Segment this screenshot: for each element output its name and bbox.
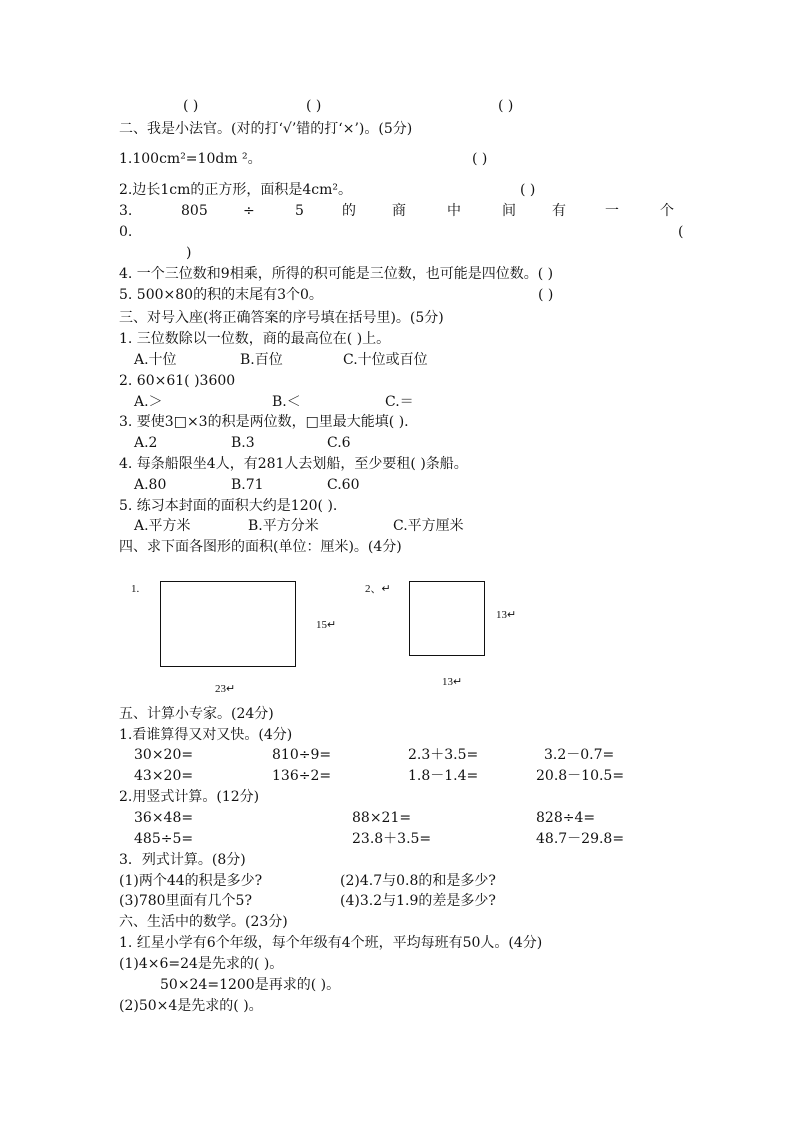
figure-2-label: 2、↵ bbox=[365, 583, 391, 595]
s3-question-4: 4. 每条船限坐4人，有281人去划船，至少要租( )条船。 bbox=[119, 456, 468, 472]
s3-question-3: 3. 要使3□×3的积是两位数，□里最大能填( ). bbox=[119, 414, 409, 430]
s3-question-2: 2. 60×61( )3600 bbox=[119, 373, 236, 389]
figure-1-width-label: 23↵ bbox=[215, 683, 236, 695]
s3-q3-option-c: C.6 bbox=[327, 435, 351, 451]
calc-item: 810÷9= bbox=[272, 747, 332, 763]
calc-item: 20.8－10.5= bbox=[536, 768, 625, 784]
s2-q3-token: ÷ bbox=[243, 203, 255, 219]
s2-question-4: 4. 一个三位数和9相乘，所得的积可能是三位数，也可能是四位数。( ) bbox=[119, 266, 554, 282]
s2-q5-answer-paren: ( ) bbox=[538, 287, 554, 303]
blank-paren-2: ( ) bbox=[306, 98, 322, 114]
s3-q3-option-a: A.2 bbox=[134, 435, 158, 451]
calc-item: 30×20= bbox=[134, 747, 194, 763]
section-3-title: 三、对号入座(将正确答案的序号填在括号里)。(5分) bbox=[119, 310, 444, 326]
vertical-calc-item: 36×48= bbox=[134, 810, 194, 826]
s2-q3-token: 有 bbox=[552, 203, 566, 219]
s2-q3-token: 一 bbox=[605, 203, 619, 219]
word-problem-2: (2)4.7与0.8的和是多少? bbox=[340, 873, 496, 889]
section-5-title: 五、计算小专家。(24分) bbox=[119, 706, 274, 722]
blank-paren-3: ( ) bbox=[498, 98, 514, 114]
s2-q3-token: 3. bbox=[119, 203, 133, 219]
s3-q2-option-b: B.＜ bbox=[272, 394, 301, 410]
vertical-calc-item: 88×21= bbox=[352, 810, 412, 826]
calc-item: 1.8－1.4= bbox=[408, 768, 479, 784]
vertical-calc-item: 48.7－29.8= bbox=[536, 831, 625, 847]
s2-q3-token: 商 bbox=[392, 203, 406, 219]
s3-q1-option-b: B.百位 bbox=[240, 352, 283, 368]
s5-subtitle-3: 3．列式计算。(8分) bbox=[119, 852, 246, 868]
s2-q3-token: 5 bbox=[295, 203, 304, 219]
figure-2-bottom-label: 13↵ bbox=[442, 676, 463, 688]
s5-subtitle-2: 2.用竖式计算。(12分) bbox=[119, 789, 260, 805]
s2-question-1: 1.100cm²=10dm ²。 bbox=[119, 151, 262, 167]
s3-q5-option-b: B.平方分米 bbox=[248, 518, 319, 534]
s6-q1-part-1b: 50×24=1200是再求的( )。 bbox=[160, 977, 341, 993]
s2-q1-answer-paren: ( ) bbox=[472, 151, 488, 167]
figure-1-rectangle bbox=[160, 581, 296, 667]
vertical-calc-item: 485÷5= bbox=[134, 831, 194, 847]
vertical-calc-item: 23.8＋3.5= bbox=[352, 831, 432, 847]
section-2-title: 二、我是小法官。(对的打‘√’错的打‘×’)。(5分) bbox=[119, 121, 413, 137]
s6-q1-part-2: (2)50×4是先求的( )。 bbox=[119, 998, 263, 1014]
s2-q3-token: 805 bbox=[181, 203, 208, 219]
s2-q3-token: 的 bbox=[342, 203, 356, 219]
calc-item: 43×20= bbox=[134, 768, 194, 784]
s6-question-1: 1. 红星小学有6个年级，每个年级有4个班，平均每班有50人。(4分) bbox=[119, 935, 543, 951]
figure-1-label: 1. bbox=[131, 583, 140, 595]
s2-q3-paren-close: ) bbox=[186, 245, 192, 261]
s3-q5-option-c: C.平方厘米 bbox=[393, 518, 464, 534]
s2-q3-tail: 0. bbox=[119, 224, 133, 240]
calc-item: 136÷2= bbox=[272, 768, 332, 784]
s3-q4-option-b: B.71 bbox=[231, 477, 264, 493]
s2-q3-token: 间 bbox=[502, 203, 516, 219]
s6-q1-part-1: (1)4×6=24是先求的( )。 bbox=[119, 956, 284, 972]
s3-q5-option-a: A.平方米 bbox=[134, 518, 191, 534]
figure-2-square bbox=[409, 581, 485, 656]
s3-q3-option-b: B.3 bbox=[231, 435, 255, 451]
section-6-title: 六、生活中的数学。(23分) bbox=[119, 914, 288, 930]
s3-q2-option-a: A.＞ bbox=[134, 394, 163, 410]
s3-question-1: 1. 三位数除以一位数，商的最高位在( )上。 bbox=[119, 331, 391, 347]
word-problem-4: (4)3.2与1.9的差是多少? bbox=[340, 893, 496, 909]
calc-item: 3.2－0.7= bbox=[544, 747, 615, 763]
figure-2-side-label: 13↵ bbox=[496, 609, 517, 621]
s3-q4-option-c: C.60 bbox=[327, 477, 360, 493]
s2-q2-answer-paren: ( ) bbox=[520, 182, 536, 198]
s3-q1-option-c: C.十位或百位 bbox=[343, 352, 428, 368]
figure-1-height-label: 15↵ bbox=[316, 619, 337, 631]
s3-q4-option-a: A.80 bbox=[134, 477, 167, 493]
calc-item: 2.3＋3.5= bbox=[408, 747, 479, 763]
s3-question-5: 5. 练习本封面的面积大约是120( ). bbox=[119, 498, 338, 514]
word-problem-3: (3)780里面有几个5? bbox=[119, 893, 252, 909]
s5-subtitle-1: 1.看谁算得又对又快。(4分) bbox=[119, 727, 293, 743]
s2-q3-token: 个 bbox=[660, 203, 674, 219]
s3-q2-option-c: C.＝ bbox=[385, 394, 414, 410]
section-4-title: 四、求下面各图形的面积(单位：厘米)。(4分) bbox=[119, 539, 402, 555]
s3-q1-option-a: A.十位 bbox=[134, 352, 177, 368]
s2-q3-paren-open: ( bbox=[678, 224, 684, 240]
s2-question-5: 5. 500×80的积的末尾有3个0。 bbox=[119, 287, 323, 303]
word-problem-1: (1)两个44的积是多少? bbox=[119, 873, 263, 889]
s2-q3-token: 中 bbox=[447, 203, 461, 219]
blank-paren-1: ( ) bbox=[183, 98, 199, 114]
s2-question-2: 2.边长1cm的正方形，面积是4cm²。 bbox=[119, 182, 353, 198]
vertical-calc-item: 828÷4= bbox=[536, 810, 596, 826]
